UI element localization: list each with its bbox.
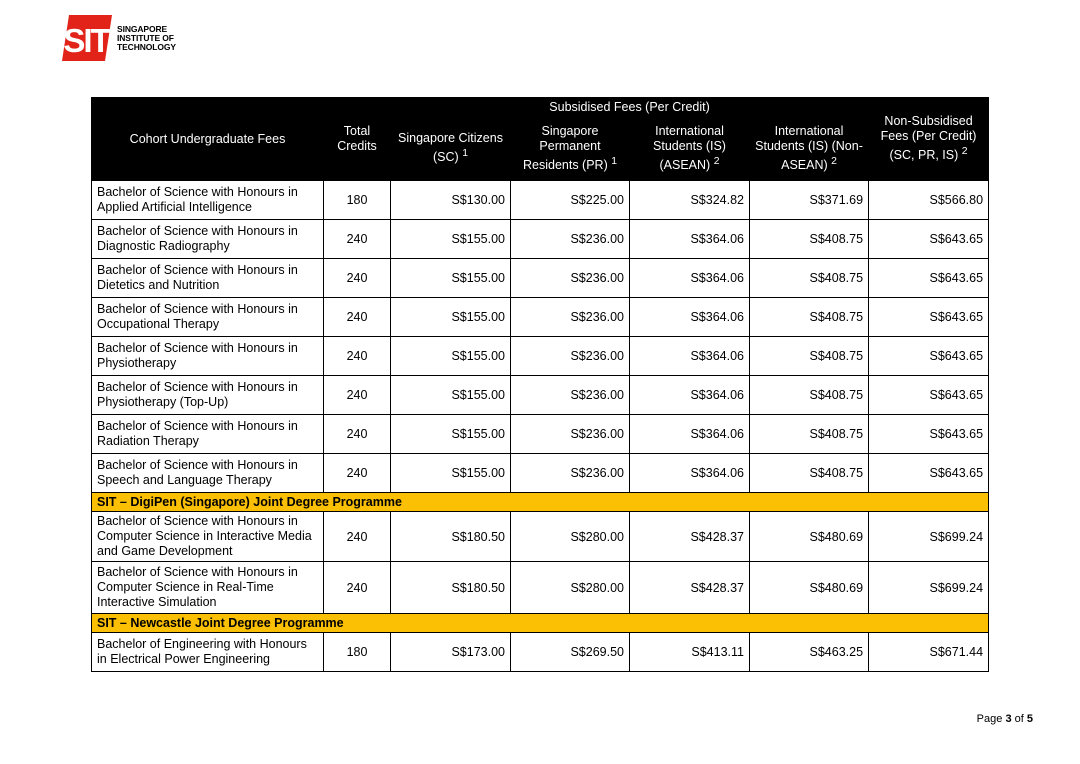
fee-is-asean: S$324.82 (630, 181, 750, 220)
fee-is-asean: S$364.06 (630, 376, 750, 415)
table-row (92, 512, 989, 562)
fee-is-non-asean: S$408.75 (750, 454, 869, 493)
section-title-digipen: SIT – DigiPen (Singapore) Joint Degree Programme (92, 493, 989, 512)
fee-is-asean: S$364.06 (630, 337, 750, 376)
fee-is-non-asean: S$463.25 (750, 633, 869, 672)
logo-wordmark (117, 25, 176, 52)
program-name: Bachelor of Science with Honours in Physiotherapy (Top-Up) (92, 376, 324, 415)
total-credits: 240 (324, 220, 391, 259)
fee-is-asean: S$364.06 (630, 298, 750, 337)
fee-is-non-asean: S$371.69 (750, 181, 869, 220)
fee-non-subsidised: S$643.65 (869, 454, 989, 493)
fee-sc: S$173.00 (391, 633, 511, 672)
fee-is-asean: S$413.11 (630, 633, 750, 672)
table-row (92, 633, 989, 672)
page-total: 5 (1026, 713, 1033, 725)
fee-is-asean: S$364.06 (630, 220, 750, 259)
fee-pr: S$280.00 (511, 512, 630, 562)
fee-is-non-asean: S$408.75 (750, 298, 869, 337)
program-name: Bachelor of Engineering with Honours in Electrical Power Engineering (92, 633, 324, 672)
fee-pr: S$280.00 (511, 562, 630, 614)
fee-non-subsidised: S$643.65 (869, 376, 989, 415)
fee-non-subsidised: S$671.44 (869, 633, 989, 672)
logo-word: SINGAPORE (117, 24, 168, 34)
fee-pr: S$236.00 (511, 454, 630, 493)
section-row-digipen (92, 493, 989, 512)
fee-sc: S$130.00 (391, 181, 511, 220)
fee-non-subsidised: S$643.65 (869, 220, 989, 259)
program-name: Bachelor of Science with Honours in Diagnostic Radiography (92, 220, 324, 259)
program-name: Bachelor of Science with Honours in Computer Science in Interactive Media and Game Development (92, 512, 324, 562)
fee-pr: S$236.00 (511, 337, 630, 376)
total-credits: 240 (324, 415, 391, 454)
page-of: of (1014, 713, 1024, 725)
table-row (92, 181, 989, 220)
total-credits: 180 (324, 181, 391, 220)
total-credits: 240 (324, 298, 391, 337)
section-row-newcastle (92, 614, 989, 633)
program-name: Bachelor of Science with Honours in Radiation Therapy (92, 415, 324, 454)
fee-sc: S$155.00 (391, 298, 511, 337)
fee-non-subsidised: S$643.65 (869, 415, 989, 454)
header-cohort: Cohort Undergraduate Fees (92, 98, 324, 181)
program-name: Bachelor of Science with Honours in Computer Science in Real-Time Interactive Simulation (92, 562, 324, 614)
footnote-marker: 2 (961, 146, 968, 158)
program-name: Bachelor of Science with Honours in Applied Artificial Intelligence (92, 181, 324, 220)
footnote-marker: 2 (713, 155, 720, 167)
header-pr (511, 117, 630, 181)
fees-table (91, 97, 989, 672)
table-row (92, 562, 989, 614)
fee-is-non-asean: S$480.69 (750, 512, 869, 562)
fee-non-subsidised: S$699.24 (869, 512, 989, 562)
fee-non-subsidised: S$643.65 (869, 298, 989, 337)
footnote-marker: 1 (611, 155, 618, 167)
header-subsidised-fees: Subsidised Fees (Per Credit) (391, 98, 869, 117)
fee-sc: S$155.00 (391, 259, 511, 298)
fee-is-non-asean: S$408.75 (750, 376, 869, 415)
table-row (92, 298, 989, 337)
fee-non-subsidised: S$699.24 (869, 562, 989, 614)
total-credits: 240 (324, 337, 391, 376)
fee-non-subsidised: S$643.65 (869, 259, 989, 298)
page-number (977, 713, 1033, 725)
program-name: Bachelor of Science with Honours in Dietetics and Nutrition (92, 259, 324, 298)
table-row (92, 376, 989, 415)
header-is-non-asean-text: International Students (IS) (Non-ASEAN) (755, 123, 863, 173)
fee-pr: S$269.50 (511, 633, 630, 672)
logo-word: TECHNOLOGY (117, 42, 176, 52)
fee-sc: S$155.00 (391, 415, 511, 454)
footnote-marker: 1 (462, 148, 468, 160)
header-non-subsidised-text: Non-Subsidised Fees (Per Credit) (SC, PR, IS) (880, 114, 977, 163)
fee-pr: S$236.00 (511, 220, 630, 259)
fee-is-non-asean: S$408.75 (750, 337, 869, 376)
fee-sc: S$180.50 (391, 562, 511, 614)
page-current: 3 (1005, 713, 1012, 725)
header-total-credits: Total Credits (324, 98, 391, 181)
table-row (92, 415, 989, 454)
fee-is-asean: S$364.06 (630, 454, 750, 493)
fee-is-asean: S$364.06 (630, 259, 750, 298)
logo-word: INSTITUTE OF (117, 33, 174, 43)
page-prefix: Page (976, 713, 1003, 725)
total-credits: 240 (324, 562, 391, 614)
table-row (92, 454, 989, 493)
header-is-asean (630, 117, 750, 181)
program-name: Bachelor of Science with Honours in Occupational Therapy (92, 298, 324, 337)
header-is-non-asean (750, 117, 869, 181)
fee-pr: S$236.00 (511, 298, 630, 337)
footnote-marker: 2 (831, 155, 837, 167)
fee-pr: S$236.00 (511, 415, 630, 454)
sit-logo (62, 15, 182, 61)
fee-non-subsidised: S$566.80 (869, 181, 989, 220)
fee-sc: S$155.00 (391, 337, 511, 376)
table-row (92, 259, 989, 298)
logo-mark-text: SIT (63, 22, 109, 59)
fee-is-non-asean: S$408.75 (750, 415, 869, 454)
fee-sc: S$155.00 (391, 454, 511, 493)
header-is-asean-text: International Students (IS) (ASEAN) (653, 123, 726, 173)
fee-sc: S$155.00 (391, 376, 511, 415)
fee-is-non-asean: S$480.69 (750, 562, 869, 614)
table-row (92, 220, 989, 259)
program-name: Bachelor of Science with Honours in Physiotherapy (92, 337, 324, 376)
total-credits: 240 (324, 512, 391, 562)
total-credits: 240 (324, 376, 391, 415)
fee-sc: S$180.50 (391, 512, 511, 562)
section-title-newcastle: SIT – Newcastle Joint Degree Programme (92, 614, 989, 633)
program-name: Bachelor of Science with Honours in Speech and Language Therapy (92, 454, 324, 493)
total-credits: 240 (324, 454, 391, 493)
fee-is-non-asean: S$408.75 (750, 220, 869, 259)
header-pr-text: Singapore Permanent Residents (PR) (522, 123, 608, 173)
fee-is-asean: S$428.37 (630, 512, 750, 562)
fee-non-subsidised: S$643.65 (869, 337, 989, 376)
total-credits: 240 (324, 259, 391, 298)
fee-is-asean: S$428.37 (630, 562, 750, 614)
sit-logo-mark (62, 15, 112, 61)
header-sc (391, 117, 511, 181)
fee-is-asean: S$364.06 (630, 415, 750, 454)
table-row (92, 337, 989, 376)
fee-pr: S$236.00 (511, 259, 630, 298)
header-non-subsidised (869, 98, 989, 181)
fee-pr: S$236.00 (511, 376, 630, 415)
fee-pr: S$225.00 (511, 181, 630, 220)
header-sc-text: Singapore Citizens (SC) (398, 131, 503, 165)
fee-sc: S$155.00 (391, 220, 511, 259)
total-credits: 180 (324, 633, 391, 672)
fee-is-non-asean: S$408.75 (750, 259, 869, 298)
